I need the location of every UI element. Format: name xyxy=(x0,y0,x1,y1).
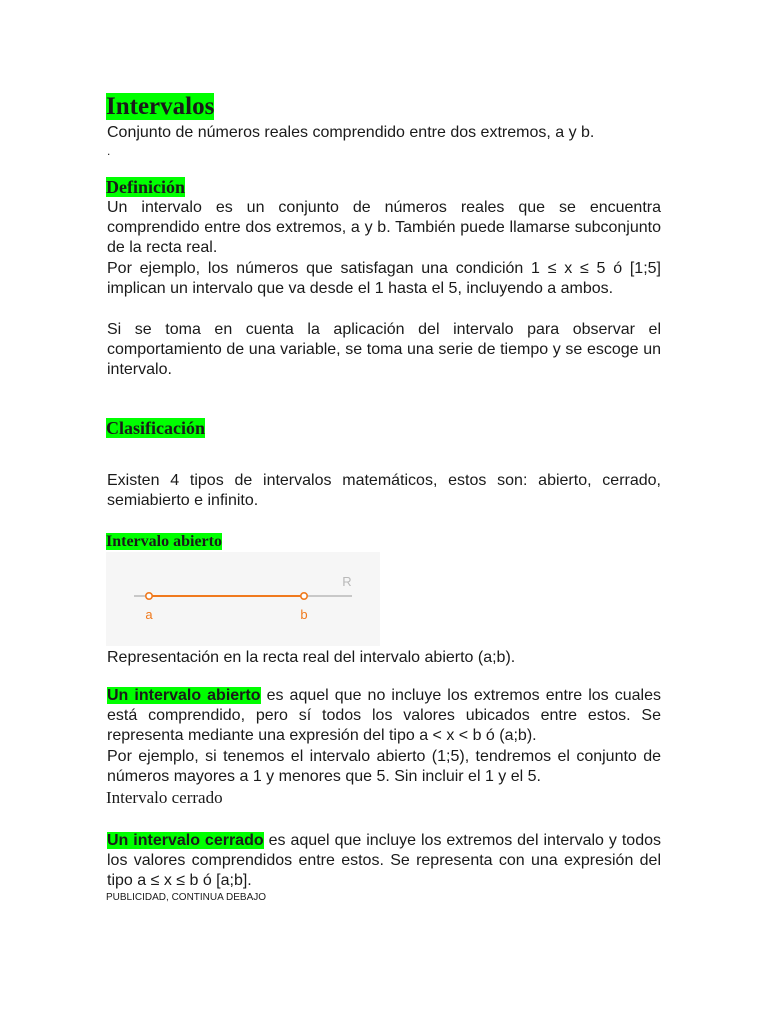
definicion-heading xyxy=(106,176,185,198)
intro-dot: . xyxy=(107,144,111,158)
page-title-text: Intervalos xyxy=(106,93,215,120)
page-title xyxy=(106,92,214,122)
clasificacion-heading xyxy=(106,417,205,439)
definicion-paragraph-1: Un intervalo es un conjunto de números reales que se encuentra comprendido entre dos extremos, a y b. También puede llamarse subconjunto de la recta real. xyxy=(107,199,661,257)
ad-notice: PUBLICIDAD, CONTINUA DEBAJO xyxy=(106,892,267,903)
intro-paragraph: Conjunto de números reales comprendido entre dos extremos, a y b. xyxy=(107,124,595,141)
open-interval-figure xyxy=(106,552,380,646)
clasificacion-heading-text: Clasificación xyxy=(106,418,205,438)
abierto-heading xyxy=(106,532,222,552)
label-b: b xyxy=(300,607,308,622)
clasificacion-paragraph: Existen 4 tipos de intervalos matemáticos, estos son: abierto, cerrado, semiabierto e infinito. xyxy=(107,472,661,510)
number-line-diagram xyxy=(106,552,380,646)
cerrado-heading: Intervalo cerrado xyxy=(106,788,223,807)
abierto-paragraph-1-rest: es aquel que no incluye los extremos entre los cuales está comprendido, pero sí todos los valores ubicados entre estos. Se representa mediante una expresión del tipo a < x < b ó (a;b). xyxy=(107,687,662,745)
definicion-paragraph-3: Si se toma en cuenta la aplicación del intervalo para observar el comportamiento de una variable, se toma una serie de tiempo y se escoge un intervalo. xyxy=(107,321,661,379)
definicion-heading-text: Definición xyxy=(106,177,185,197)
open-endpoint-a xyxy=(146,593,152,599)
label-a: a xyxy=(145,607,153,622)
cerrado-lead: Un intervalo cerrado xyxy=(107,832,264,849)
open-endpoint-b xyxy=(301,593,307,599)
abierto-paragraph-2: Por ejemplo, si tenemos el intervalo abierto (1;5), tendremos el conjunto de números mayores a 1 y menores que 5. Sin incluir el 1 y el 5. xyxy=(107,748,661,786)
abierto-heading-text: Intervalo abierto xyxy=(106,533,222,550)
cerrado-paragraph-1 xyxy=(107,831,661,892)
definicion-paragraph-2: Por ejemplo, los números que satisfagan una condición 1 ≤ x ≤ 5 ó [1;5] implican un intervalo que va desde el 1 hasta el 5, incluyendo a ambos. xyxy=(107,260,661,298)
label-r: R xyxy=(342,574,352,589)
abierto-lead: Un intervalo abierto xyxy=(107,687,261,704)
cerrado-paragraph-1-rest: es aquel que incluye los extremos del intervalo y todos los valores comprendidos entre estos. Se representa con una expresión del tipo a ≤ x ≤ b ó [a;b]. xyxy=(107,832,662,890)
abierto-paragraph-1 xyxy=(107,686,661,747)
figure-caption: Representación en la recta real del intervalo abierto (a;b). xyxy=(107,649,516,666)
